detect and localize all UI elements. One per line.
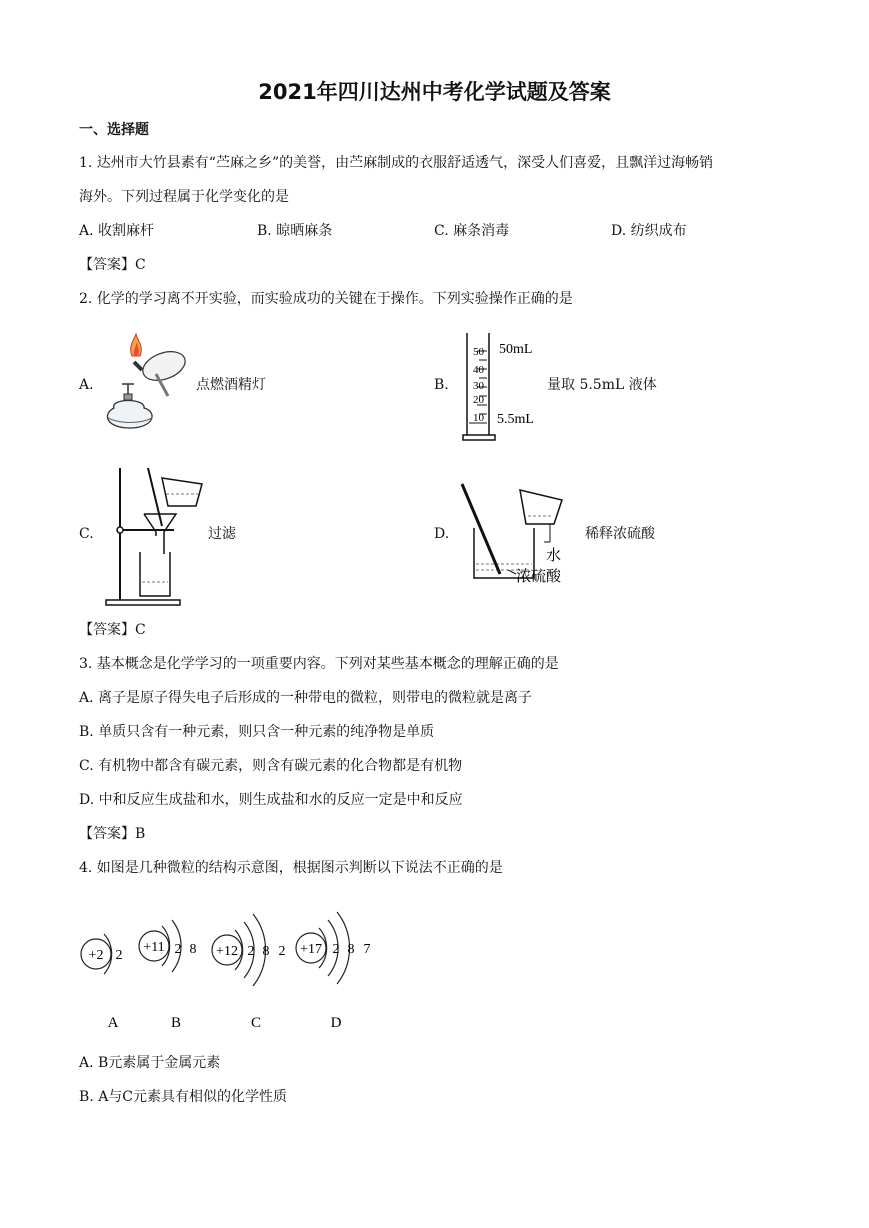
concentrated-acid-label: 浓硫酸 <box>516 567 562 585</box>
atomic-structure-diagram <box>70 892 390 1042</box>
q4-option-a: A. B元素属于金属元素 <box>79 1055 221 1071</box>
q2-option-d-label: 稀释浓硫酸 <box>585 526 655 542</box>
atom-c-shell-3: 2 <box>278 944 286 959</box>
q2-answer: 【答案】C <box>79 622 146 638</box>
q1-stem-line1: 1. 达州市大竹县素有“苎麻之乡”的美誉，由苎麻制成的衣服舒适透气，深受人们喜爱，且飘洋过海畅销 <box>79 155 714 171</box>
q2-option-b-label: 量取 5.5mL 液体 <box>547 377 657 393</box>
page-title: 2021年四川达州中考化学试题及答案 <box>258 80 611 104</box>
q2-option-b-letter: B. <box>434 377 449 393</box>
cylinder-top-label: 50mL <box>499 342 533 357</box>
cylinder-bottom-label: 5.5mL <box>497 412 534 427</box>
section-heading: 一、选择题 <box>79 122 149 138</box>
atom-d-shell-2: 8 <box>347 942 355 957</box>
q3-option-b: B. 单质只含有一种元素，则只含一种元素的纯净物是单质 <box>79 724 435 740</box>
cylinder-tick-20: 20 <box>473 394 484 406</box>
atom-d-label: D <box>330 1015 342 1031</box>
q2-option-a-letter: A. <box>79 377 94 393</box>
atom-c-shell-2: 8 <box>262 944 270 959</box>
atom-c-label: C <box>250 1015 262 1031</box>
atom-b-label: B <box>170 1015 182 1031</box>
q3-option-d: D. 中和反应生成盐和水，则生成盐和水的反应一定是中和反应 <box>79 792 463 808</box>
water-label: 水 <box>546 546 562 564</box>
q3-answer: 【答案】B <box>79 826 146 842</box>
alcohol-lamp-illustration <box>100 334 200 434</box>
atom-a-label: A <box>107 1015 119 1031</box>
graduated-cylinder-illustration <box>455 331 555 443</box>
q1-option-b: B. 晾晒麻条 <box>257 223 333 239</box>
q1-option-c: C. 麻条消毒 <box>434 223 510 239</box>
atom-b-shell-1: 2 <box>174 942 182 957</box>
q2-option-c-letter: C. <box>79 526 94 542</box>
q1-answer: 【答案】C <box>79 257 146 273</box>
atom-b-nucleus: +11 <box>143 940 165 955</box>
atom-c-nucleus: +12 <box>216 944 238 959</box>
filtration-illustration <box>104 466 214 608</box>
q1-option-a: A. 收割麻杆 <box>79 223 155 239</box>
q3-option-c: C. 有机物中都含有碳元素，则含有碳元素的化合物都是有机物 <box>79 758 463 774</box>
atom-d-shell-3: 7 <box>363 942 371 957</box>
q1-option-d: D. 纺织成布 <box>611 223 687 239</box>
atom-a-shell-1: 2 <box>115 948 123 963</box>
q3-option-a: A. 离子是原子得失电子后形成的一种带电的微粒，则带电的微粒就是离子 <box>79 690 533 706</box>
cylinder-tick-10: 10 <box>473 412 484 424</box>
q2-option-d-letter: D. <box>434 526 450 542</box>
q2-stem: 2. 化学的学习离不开实验，而实验成功的关键在于操作。下列实验操作正确的是 <box>79 291 573 307</box>
q1-stem-line2: 海外。下列过程属于化学变化的是 <box>79 189 289 205</box>
cylinder-tick-40: 40 <box>473 364 484 376</box>
dilution-illustration <box>458 480 588 588</box>
q2-option-a-label: 点燃酒精灯 <box>196 377 266 393</box>
atom-c-shell-1: 2 <box>247 944 255 959</box>
cylinder-tick-50: 50 <box>473 346 484 358</box>
atom-d-shell-1: 2 <box>332 942 340 957</box>
q3-stem: 3. 基本概念是化学学习的一项重要内容。下列对某些基本概念的理解正确的是 <box>79 656 559 672</box>
atom-a-nucleus: +2 <box>88 948 104 963</box>
q4-stem: 4. 如图是几种微粒的结构示意图，根据图示判断以下说法不正确的是 <box>79 860 503 876</box>
q4-option-b: B. A与C元素具有相似的化学性质 <box>79 1089 288 1105</box>
cylinder-tick-30: 30 <box>473 380 484 392</box>
atom-b-shell-2: 8 <box>189 942 197 957</box>
atom-d-nucleus: +17 <box>300 942 322 957</box>
q2-option-c-label: 过滤 <box>208 526 236 542</box>
